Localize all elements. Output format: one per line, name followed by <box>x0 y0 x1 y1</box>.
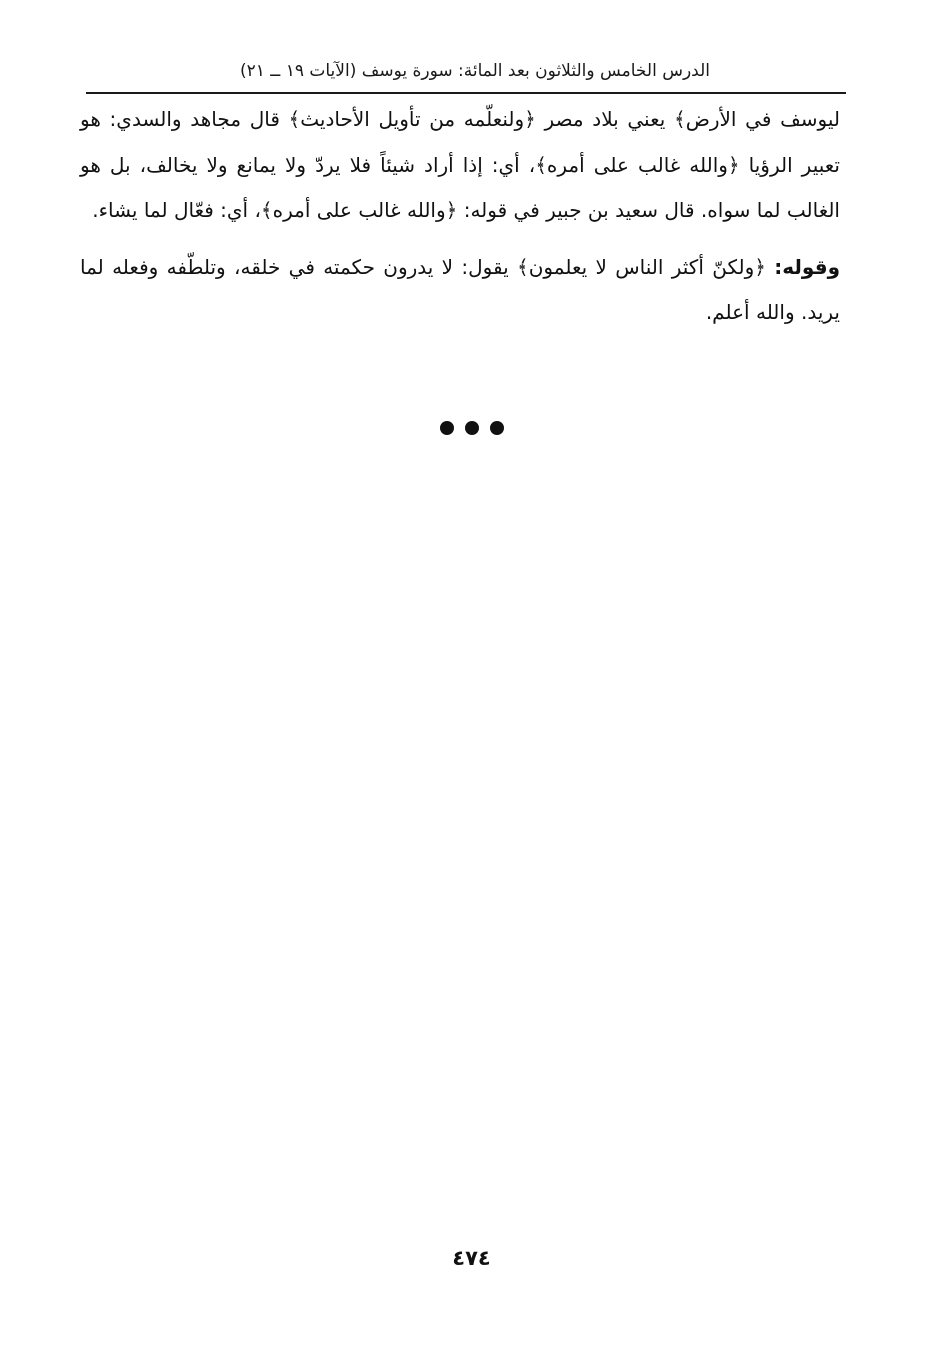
header-rule <box>86 92 846 94</box>
paragraph-1: ليوسف في الأرض﴾ يعني بلاد مصر ﴿ولنعلّمه من تأويل الأحاديث﴾ قال مجاهد والسدي: هو تعبير الرؤيا ﴿والله غالب على أمره﴾، أي: إذا أراد شيئاً فلا يردّ ولا يمانع ولا يخالف، بل هو الغالب لما سواه. قال سعيد بن جبير في قوله: ﴿والله غالب على أمره﴾، أي: فعّال لما يشاء. <box>80 107 840 222</box>
paragraph-2 <box>80 245 840 336</box>
section-separator <box>0 421 943 435</box>
running-header: الدرس الخامس والثلاثون بعد المائة: سورة يوسف (الآيات ١٩ ــ ٢١) <box>240 61 710 81</box>
page-number: ٤٧٤ <box>452 1246 491 1270</box>
separator-dot <box>490 421 504 435</box>
separator-dot <box>465 421 479 435</box>
paragraph-2-lead: وقوله: <box>774 254 840 279</box>
body-text <box>80 97 840 336</box>
separator-dot <box>440 421 454 435</box>
paragraph-2-text: ﴿ولكنّ أكثر الناس لا يعلمون﴾ يقول: لا يدرون حكمته في خلقه، وتلطّفه وفعله لما يريد. والله أعلم. <box>80 254 840 324</box>
